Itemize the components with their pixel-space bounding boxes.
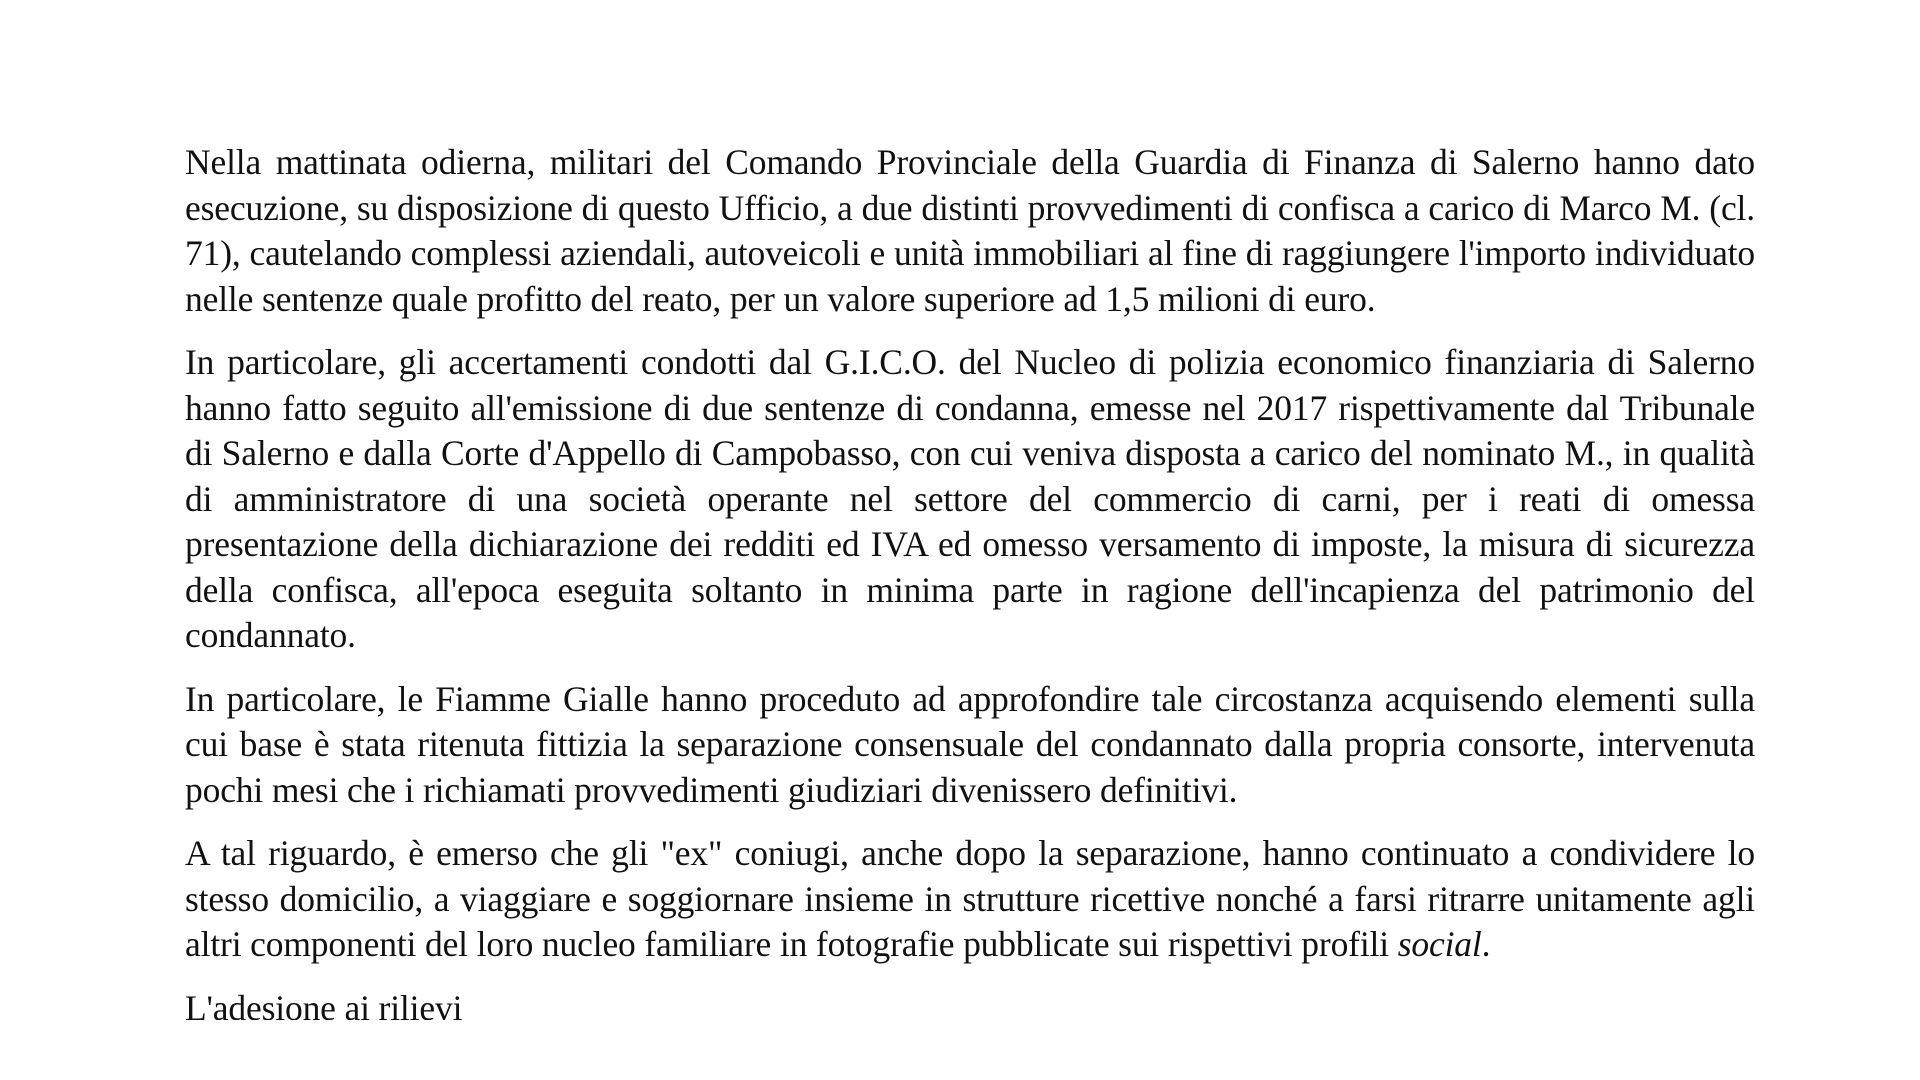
paragraph-3: In particolare, le Fiamme Gialle hanno proceduto ad approfondire tale circostanza acquisendo elementi sulla cui base è stata ritenuta fittizia la separazione consensuale del condannato dalla propria consorte, intervenuta pochi mesi che i richiamati provvedimenti giudiziari divenissero definitivi.	[185, 678, 1755, 810]
paragraph-4-italic-term: social	[1397, 924, 1482, 964]
paragraph-2: In particolare, gli accertamenti condotti dal G.I.C.O. del Nucleo di polizia economico finanziaria di Salerno hanno fatto seguito all'emissione di due sentenze di condanna, emesse nel 2017 rispettivamente dal Tribunale di Salerno e dalla Corte d'Appello di Campobasso, con cui veniva disposta a carico del nominato M., in qualità di amministratore di una società operante nel settore del commercio di carni, per i reati di omessa presentazione della dichiarazione dei redditi ed IVA ed omesso versamento di imposte, la misura di sicurezza della confisca, all'epoca eseguita soltanto in minima parte in ragione dell'incapienza del patrimonio del condannato.	[185, 342, 1755, 655]
paragraph-5-cut-off: L'adesione ai rilievi	[185, 987, 463, 1020]
paragraph-1: Nella mattinata odierna, militari del Comando Provinciale della Guardia di Finanza di Salerno hanno dato esecuzione, su disposizione di questo Ufficio, a due distinti provvedimenti di confisca a carico di Marco M. (cl. 71), cautelando complessi aziendali, autoveicoli e unità immobiliari al fine di raggiungere l'importo individuato nelle sentenze quale profitto del reato, per un valore superiore ad 1,5 milioni di euro.	[185, 142, 1755, 319]
paragraph-4	[185, 831, 1755, 968]
paragraph-4-text: A tal riguardo, è emerso che gli "ex" coniugi, anche dopo la separazione, hanno continuato a condividere lo stesso domicilio, a viaggiare e soggiornare insieme in strutture ricettive nonché a farsi ritrarre unitamente agli altri componenti del loro nucleo familiare in fotografie pubblicate sui rispettivi profili	[185, 833, 1755, 964]
document-body	[185, 140, 1755, 1020]
paragraph-4-ending: .	[1481, 924, 1491, 964]
